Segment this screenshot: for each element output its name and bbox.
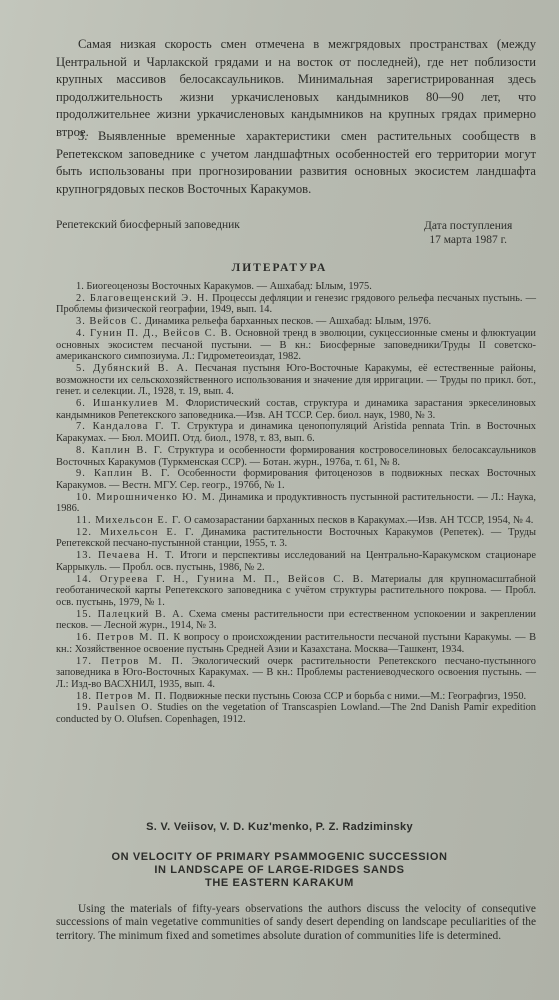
- reference-item: [56, 492, 536, 515]
- reference-author: 7. Кандалова Г. Т.: [76, 421, 182, 433]
- reference-text: Основной тренд в эволюции, сукцессионные смены и флюктуации основных экосистем песчаной пустыни. — В кн.: Биосферные заповедники/Труды II советско-американского симпозиума. Л.: Гидрометеоиздат, 1982.: [56, 327, 536, 363]
- reference-author: 14. Огуреева Г. Н., Гунина М. П., Вейсов С. В.: [76, 573, 365, 585]
- reference-item: [56, 398, 536, 421]
- literature-heading: ЛИТЕРАТУРА: [231, 262, 328, 274]
- reference-text: Структура и особенности формирования костровоселиновых белосаксаульников Восточных Каракумов (Туркменская ССР). — Ботан. журн., 1976а, т. 61, № 8.: [56, 444, 536, 468]
- reference-item: [56, 421, 536, 444]
- received-date-label: Дата поступления: [424, 220, 513, 232]
- reference-item: [56, 445, 536, 468]
- reference-author: 11. Михельсон Е. Г.: [76, 515, 182, 527]
- reference-list: [56, 281, 536, 726]
- reference-text: О самозарастании барханных песков в Каракумах.—Изв. АН ТССР, 1954, № 4.: [181, 515, 534, 527]
- reference-text: 1. Биогеоценозы Восточных Каракумов. — Ашхабад: Ылым, 1975.: [76, 281, 372, 292]
- reference-author: 3. Вейсов С.: [76, 316, 143, 328]
- reference-item: [56, 281, 536, 293]
- english-title-line-1: ON VELOCITY OF PRIMARY PSAMMOGENIC SUCCESSION: [111, 851, 448, 863]
- reference-item: [56, 702, 536, 725]
- reference-item: [56, 293, 536, 316]
- reference-author: 9. Каплин В. Г.: [76, 468, 171, 480]
- reference-text: Studies on the vegetation of Transcaspien Lowland.—The 2nd Danish Pamir expedition conducted by O. Olufsen. Copenhagen, 1912.: [56, 702, 536, 726]
- paragraph-1: [56, 36, 536, 142]
- english-title: [0, 851, 559, 890]
- reference-item: [56, 468, 536, 491]
- institution: Репетекский биосферный заповедник: [56, 219, 240, 231]
- reference-item: [56, 527, 536, 550]
- reference-author: 10. Мирошниченко Ю. М.: [76, 491, 216, 503]
- english-authors: S. V. Veiisov, V. D. Kuz'menko, P. Z. Radziminsky: [146, 821, 413, 833]
- reference-text: Особенности формирования фитоценозов в подвижных песках Восточных Каракумов. — Вестн. МГУ. Сер. геогр., 1976б, № 1.: [56, 468, 536, 491]
- reference-text: Процессы дефляции и генезис грядового рельефа песчаных пустынь. — Проблемы физической географии, 1949, вып. 14.: [56, 292, 536, 316]
- reference-text: Подвижные пески пустынь Союза ССР и борьба с ними.—М.: Географгиз, 1950.: [166, 690, 527, 702]
- reference-text: Структура и динамика ценопопуляций Aristida pennata Trin. в Восточных Каракумах. — Бюл. МОИП. Отд. биол., 1978, т. 83, вып. 6.: [56, 421, 536, 445]
- reference-item: [56, 609, 536, 632]
- reference-author: 6. Ишанкулиев М.: [76, 398, 180, 410]
- received-date-value: 17 марта 1987 г.: [429, 234, 507, 246]
- reference-item: [56, 691, 536, 703]
- english-title-line-3: THE EASTERN KARAKUM: [205, 877, 354, 889]
- reference-author: 12. Михельсон Е. Г.: [76, 526, 195, 538]
- reference-author: 19. Paulsen O.: [76, 702, 154, 714]
- reference-item: [56, 328, 536, 363]
- reference-author: 5. Дубянский В. А.: [76, 362, 189, 374]
- reference-author: 17. Петров М. П.: [76, 655, 184, 667]
- reference-item: [56, 574, 536, 609]
- english-title-line-2: IN LANDSCAPE OF LARGE-RIDGES SANDS: [154, 864, 405, 876]
- paragraph-2-text: 3. Выявленные временные характеристики смен растительных сообществ в Репетекском заповеднике с учетом ландшафтных особенностей его территории могут быть использованы при прогнозировании развития основных экосистем ландшафта крупногрядовых песков Восточных Каракумов.: [56, 129, 536, 196]
- reference-item: [56, 363, 536, 398]
- reference-item: [56, 515, 536, 527]
- reference-author: 13. Печаева Н. Т.: [76, 550, 175, 562]
- reference-text: Флористический состав, структура и динамика зарастания эркеселиновых кандымников Репетекского заповедника.—Изв. АН ТССР. Сер. биол. наук, 1980, № 3.: [56, 398, 537, 421]
- reference-text: Динамика и продуктивность пустынной растительности. — Л.: Наука, 1986.: [56, 491, 536, 515]
- reference-text: Динамика рельефа барханных песков. — Ашхабад: Ылым, 1976.: [142, 316, 432, 328]
- reference-text: Схема смены растительности при естественном успокоении и закреплении песков. — Лесной журн., 1914, № 3.: [56, 608, 536, 632]
- reference-author: 2. Благовещенский Э. Н.: [76, 292, 209, 304]
- received-date: [424, 219, 512, 247]
- reference-author: 16. Петров М. П.: [76, 632, 170, 644]
- english-abstract-text: Using the materials of fifty-years observations the authors discuss the velocity of consequtive successions of main vegetative communities of sandy desert depending on landscape peculiarities of the territory. The minimum fixed and sometimes absolute duration of communities life is determined.: [56, 903, 536, 942]
- reference-author: 15. Палецкий В. А.: [76, 608, 185, 620]
- english-abstract: [56, 903, 536, 943]
- reference-item: [56, 656, 536, 691]
- reference-item: [56, 550, 536, 573]
- reference-text: Материалы для крупномасштабной геоботанической карты Репетекского заповедника с учётом структуры растительного покрова. — Пробл. осв. пустынь, 1979, № 1.: [56, 573, 536, 608]
- reference-author: 8. Каплин В. Г.: [76, 444, 164, 456]
- reference-text: Экологический очерк растительности Репетекского песчано-пустынного заповедника в Юго-Восточных Каракумах. — В кн.: Проблемы растениеводческого освоения пустынь. — Л.: Изд-во ВАСХНИЛ, 1935, вып. 4.: [56, 655, 536, 690]
- reference-text: К вопросу о происхождении растительности песчаной пустыни Каракумы. — В кн.: Хозяйственное освоение пустынь Средней Азии и Казахстана. Москва—Ташкент, 1934.: [56, 632, 537, 655]
- reference-item: [56, 316, 536, 328]
- reference-text: Итоги и перспективы исследований на Центрально-Каракумском стационаре Каррыкуль. — Пробл. осв. пустынь, 1986, № 2.: [56, 550, 536, 573]
- reference-item: [56, 632, 536, 655]
- reference-text: Песчаная пустыня Юго-Восточные Каракумы, её естественные районы, возможности их сельскохозяйственного использования и значение для ирригации. — Труды по прикл. бот., генет. и селекции. Л., 1928, т. 19, вып. 4.: [56, 362, 536, 398]
- paragraph-2: [56, 128, 536, 198]
- reference-author: 4. Гунин П. Д., Вейсов С. В.: [76, 327, 233, 339]
- reference-author: 18. Петров М. П.: [76, 690, 167, 702]
- paragraph-1-text: Самая низкая скорость смен отмечена в межгрядовых пространствах (между Центральной и Чарлакской грядами и на восток от последней), где нет поблизости крупных массивов белосаксаульников. Минимальная зарегистрированная здесь продолжительность жизни уркачисленовых кандымников 80—90 лет, что продолжительнее жизни уркачисленовых кандымников на крупных грядах примерно втрое.: [56, 37, 536, 139]
- reference-text: Динамика растительности Восточных Каракумов (Репетек). — Труды Репетекской песчано-пустынной станции, 1955, т. 3.: [56, 526, 536, 550]
